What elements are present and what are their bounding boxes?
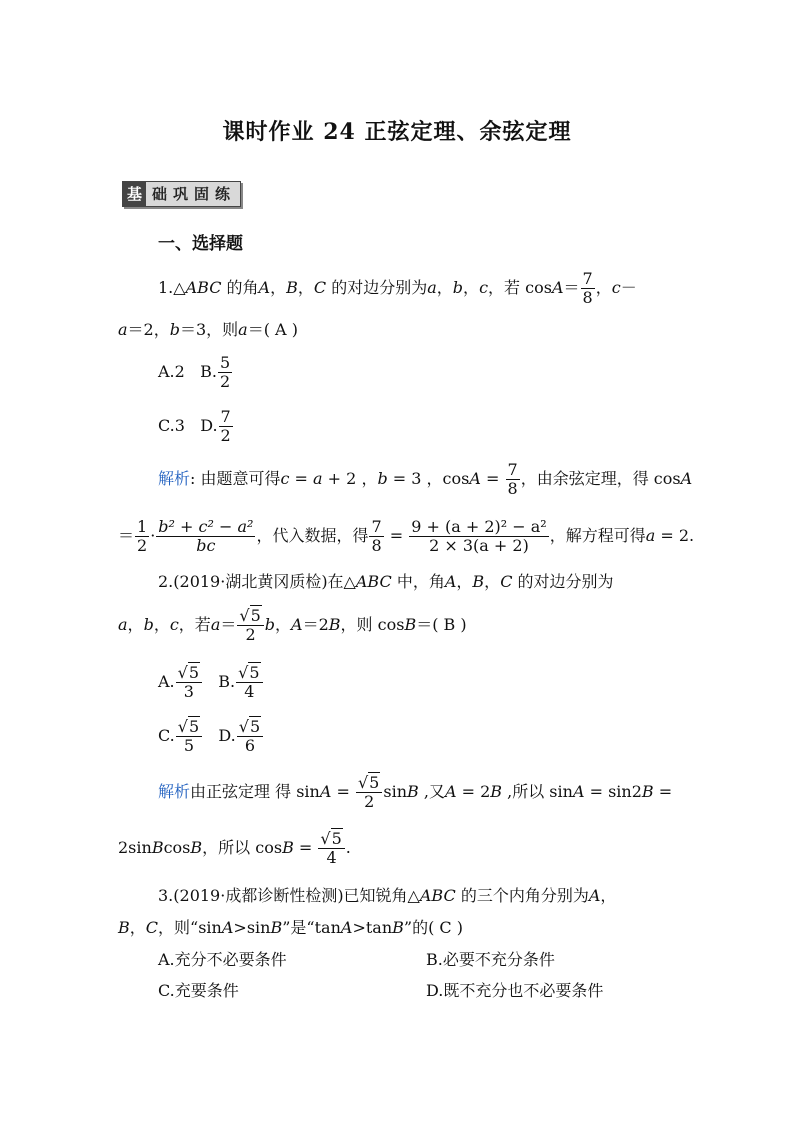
solution-fraction: $\frac{√5}{2}$ (356, 774, 382, 810)
solution-text: ，所以 cos (202, 838, 283, 857)
option-d: D. (200, 416, 218, 435)
radicand: 5 (188, 717, 200, 737)
badge-text: 础巩固练 (152, 185, 237, 203)
q2-text: ， (275, 615, 292, 634)
q3-text: 3.(2019·成都诊断性检测)已知锐角△ (158, 886, 420, 905)
q1-line2 (118, 320, 298, 340)
q2-line2 (118, 598, 467, 652)
q2-var: ABC (355, 572, 392, 591)
solution-text: + 2 ， (322, 469, 378, 488)
fraction-denominator: 2 (364, 792, 375, 811)
q2-var: a (118, 615, 128, 634)
q1-text: ， (436, 278, 453, 297)
q3-option-c: C.充要条件 (158, 981, 239, 1000)
option-c-fraction: $\frac{√5}{5}$ (176, 718, 202, 754)
fraction-numerator: b² + c² − a² (158, 517, 254, 537)
page-title: 课时作业 24 正弦定理、余弦定理 (222, 119, 572, 145)
q3-var: B (118, 918, 130, 937)
q1-text: 的对边分别为 (326, 278, 428, 297)
q1-var: b (169, 320, 180, 339)
q2-var: B (404, 615, 417, 634)
solution-var: A (572, 782, 585, 801)
solution-fraction: $\frac{√5}{4}$ (318, 830, 344, 866)
q3-text: >sin (233, 918, 271, 937)
solution-label: 解析 (158, 782, 191, 801)
q1-text: ，若 cos (488, 278, 552, 297)
solution-text: = sin2 (584, 782, 642, 801)
solution-var: c (280, 469, 290, 488)
q2-answer: ＝( B ) (416, 615, 467, 634)
solution-var: B (190, 838, 203, 857)
fraction-denominator: 5 (183, 736, 195, 755)
solution-text: = (480, 469, 505, 488)
q2-text: ， (153, 615, 170, 634)
q1-line1 (158, 262, 637, 314)
solution-text: = (384, 526, 409, 545)
q2-var: a (210, 615, 221, 634)
q2-var: b (143, 615, 154, 634)
solution-text: = (653, 782, 673, 801)
q2-text: ， (484, 572, 501, 591)
solution-text: ，由余弦定理，得 cos (520, 469, 681, 488)
badge-first-char: 基 (123, 182, 146, 206)
radicand: 5 (331, 829, 342, 849)
solution-text: ，代入数据，得 (256, 526, 369, 545)
solution-text: 由正弦定理 得 sin (190, 782, 320, 801)
q3-option-d: D.既不充分也不必要条件 (426, 981, 604, 1000)
q1-var: a (238, 320, 248, 339)
q2-text: ＝ (220, 615, 237, 634)
q3-var: B (392, 918, 404, 937)
q2-text: 的对边分别为 (512, 572, 614, 591)
q1-var: A (258, 278, 271, 297)
q3-var: C (145, 918, 159, 937)
q2-var: b (264, 615, 276, 634)
q2-text: 2.(2019·湖北黄冈质检)在△ (158, 572, 356, 591)
solution-text: ＝ (118, 526, 135, 545)
solution-text: = 2. (655, 526, 695, 545)
option-a: A.2 (158, 362, 185, 381)
solution-var: B (641, 782, 654, 801)
option-a-fraction: $\frac{√5}{3}$ (176, 664, 202, 700)
solution-label: 解析 (158, 469, 191, 488)
q3-var: B (270, 918, 283, 937)
radicand: 5 (188, 663, 200, 683)
solution-fraction (506, 461, 520, 497)
fraction-numerator: 1 (137, 517, 148, 537)
q1-var: c (479, 278, 489, 297)
solution-text: = 3 ，cos (387, 469, 470, 488)
option-d: D. (218, 726, 236, 745)
solution-text: cos (163, 838, 191, 857)
q2-var: B (472, 572, 485, 591)
solution-var: A (680, 469, 693, 488)
solution-text: = (331, 782, 355, 801)
solution-var: A (444, 782, 457, 801)
q3-text: ， (129, 918, 146, 937)
q2-options-ab (158, 656, 264, 708)
q2-text: ， (456, 572, 473, 591)
q1-solution-line1 (158, 456, 692, 502)
fraction-denominator: 8 (507, 479, 518, 498)
q3-answer: ”的( C ) (403, 918, 463, 937)
fraction-denominator: 4 (244, 682, 255, 701)
q1-text: ， (270, 278, 287, 297)
fraction-numerator: 7 (507, 460, 518, 480)
q1-text: 的角 (221, 278, 259, 297)
q1-var: b (452, 278, 464, 297)
q1-text: ＝2， (127, 320, 170, 339)
q3-option-a: A.充分不必要条件 (158, 950, 287, 969)
fraction-denominator: 2 (245, 625, 256, 644)
q1-solution-line2: ＝ $\frac{1}{2}$ · $\frac{\text{b² + c² − a²}}{bc}$ ，代入数据，得 $\frac{7}{8}$ = $\frac{\text{9 + (a + 2)² − a²}}{2 \times 3(a + 2)}$ ，解方程可得a = 2. (118, 517, 695, 555)
solution-var: B (407, 782, 419, 801)
section-heading: 一、选择题 (158, 234, 243, 254)
solution-text: ,又 (418, 782, 445, 801)
q1-text: － (620, 278, 637, 297)
solution-text: = 2 (456, 782, 491, 801)
radicand: 5 (250, 606, 261, 626)
q3-var: A (221, 918, 234, 937)
q1-text: ＝3，则 (179, 320, 239, 339)
solution-var: b (377, 469, 388, 488)
solution-text: ，解方程可得 (549, 526, 646, 545)
q1-var: A (551, 278, 564, 297)
q2-var: B (328, 615, 341, 634)
fraction-numerator: 7 (371, 517, 382, 537)
q1-var: a (118, 320, 128, 339)
q2-text: 中，角 (391, 572, 445, 591)
section-badge (122, 181, 241, 207)
option-b: B. (218, 672, 236, 691)
q1-text: ＝ (563, 278, 580, 297)
solution-text: sin (383, 782, 407, 801)
q2-var: C (500, 572, 513, 591)
q2-text: ， (127, 615, 144, 634)
q2-var: c (169, 615, 179, 634)
q1-var: c (611, 278, 621, 297)
q1-options-ab (158, 348, 233, 396)
q3-line2 (118, 918, 463, 938)
option-b-fraction (218, 354, 232, 390)
q3-var: A (588, 886, 601, 905)
fraction-denominator: 2 (137, 536, 148, 555)
solution-var: A (469, 469, 481, 488)
fraction-denominator: 2 (219, 372, 231, 391)
radicand: 5 (249, 663, 260, 683)
fraction-denominator: 6 (244, 736, 256, 755)
fraction-denominator: 8 (371, 536, 382, 555)
fraction-denominator: 2 × 3(a + 2) (429, 536, 529, 555)
solution-fraction (369, 518, 383, 554)
q3-option-b: B.必要不充分条件 (426, 950, 555, 969)
q3-var: A (340, 918, 353, 937)
solution-var: a (645, 526, 656, 545)
solution-var: A (319, 782, 332, 801)
solution-text: = (293, 838, 318, 857)
q1-var: ABC (185, 278, 222, 297)
option-b-fraction: $\frac{√5}{4}$ (236, 664, 262, 700)
solution-text: = (289, 469, 314, 488)
q3-var: ABC (419, 886, 456, 905)
option-d-fraction (219, 408, 233, 444)
q3-text: 的三个内角分别为 (455, 886, 589, 905)
q2-line1 (158, 572, 614, 592)
solution-fraction (409, 518, 548, 554)
q2-text: ，则 cos (340, 615, 405, 634)
q1-text: ， (595, 278, 612, 297)
radicand: 5 (369, 773, 380, 793)
q2-var: A (444, 572, 457, 591)
q3-text: ， (600, 886, 617, 905)
solution-text: : 由题意可得 (190, 469, 281, 488)
radicand: 5 (249, 717, 261, 737)
solution-text: ,所以 sin (502, 782, 573, 801)
fraction-denominator: 4 (326, 848, 337, 867)
q2-text: ，若 (178, 615, 211, 634)
fraction-denominator: bc (196, 536, 216, 555)
q2-solution-line2 (118, 822, 351, 874)
q1-var: a (427, 278, 437, 297)
fraction-denominator: 3 (183, 682, 194, 701)
q1-options-cd (158, 402, 234, 450)
solution-fraction (156, 518, 255, 554)
q2-fraction: $\frac{√5}{2}$ (237, 607, 263, 643)
solution-var: B (151, 838, 164, 857)
q1-text: ， (463, 278, 480, 297)
fraction-numerator: 9 + (a + 2)² − a² (411, 517, 547, 537)
solution-var: B (490, 782, 503, 801)
q3-text: ，则“sin (158, 918, 222, 937)
option-c: C.3 (158, 416, 185, 435)
q2-solution-line1 (158, 766, 672, 818)
solution-fraction (135, 518, 149, 554)
q2-options-cd (158, 710, 264, 762)
solution-text: . (345, 838, 351, 857)
q1-var: C (313, 278, 327, 297)
fraction-numerator: 7 (582, 269, 593, 289)
q2-text: ＝2 (302, 615, 329, 634)
solution-var: a (313, 469, 323, 488)
q3-line1 (158, 886, 616, 906)
option-d-fraction: $\frac{√5}{6}$ (237, 718, 263, 754)
option-c: C. (158, 726, 175, 745)
option-b: B. (200, 362, 217, 381)
q2-var: A (291, 615, 303, 634)
q1-var: B (286, 278, 298, 297)
q1-answer: ＝( A ) (247, 320, 298, 339)
fraction-denominator: 8 (582, 288, 593, 307)
q3-text: ”是“tan (282, 918, 341, 937)
q1-text: ， (297, 278, 314, 297)
fraction-denominator: 2 (220, 426, 231, 445)
q1-text: 1.△ (158, 278, 186, 297)
solution-text: 2sin (118, 838, 152, 857)
option-a: A. (158, 672, 175, 691)
solution-var: B (282, 838, 294, 857)
fraction-numerator: 7 (220, 407, 231, 427)
fraction-numerator: 5 (219, 353, 231, 373)
q3-text: >tan (352, 918, 393, 937)
q1-fraction (581, 270, 595, 306)
